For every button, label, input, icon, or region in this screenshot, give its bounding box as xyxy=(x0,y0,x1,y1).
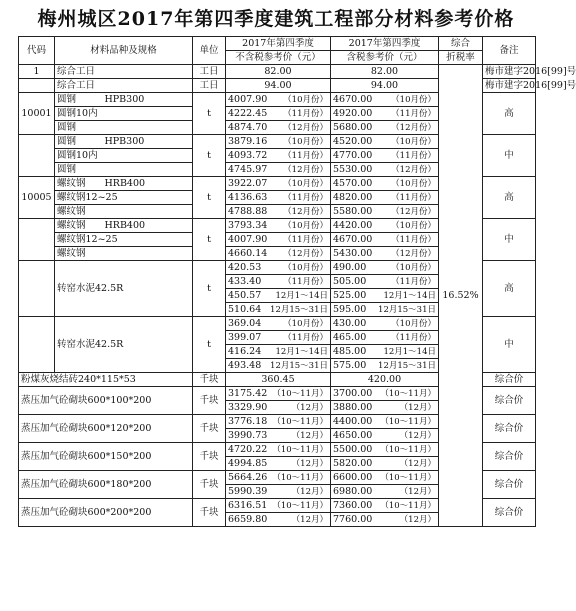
price-value: 3776.18 xyxy=(228,415,268,427)
page-title: 梅州城区2017年第四季度建筑工程部分材料参考价格 xyxy=(37,8,515,30)
price-value: 505.00 xyxy=(333,275,367,287)
price-value: 5500.00 xyxy=(333,443,373,455)
header-excl-line1: 2017年第四季度 xyxy=(226,37,331,51)
price-period: （10月份） xyxy=(283,262,328,273)
price-value: 485.00 xyxy=(333,345,367,357)
code-cell: 10001 xyxy=(19,93,55,135)
material-name: 粉煤灰烧结砖240*115*53 xyxy=(19,373,193,387)
excl-price xyxy=(226,359,331,373)
material-name: 圆钢 HPB300 xyxy=(55,135,193,149)
price-period: 12月15～31日 xyxy=(378,304,436,315)
header-unit: 单位 xyxy=(193,37,226,65)
price-value: 4570.00 xyxy=(333,177,373,189)
price-value: 4420.00 xyxy=(333,219,373,231)
incl-price xyxy=(331,471,439,485)
price-period: （10～11月） xyxy=(272,416,328,427)
unit-cell: 千块 xyxy=(193,415,226,443)
price-period: （10月份） xyxy=(283,178,328,189)
price-period: （12月） xyxy=(291,486,328,497)
price-period: （12月） xyxy=(291,430,328,441)
price-period: （10～11月） xyxy=(272,500,328,511)
price-value: 575.00 xyxy=(333,359,367,371)
price-value: 5664.26 xyxy=(228,471,268,483)
price-value: 4400.00 xyxy=(333,415,373,427)
price-period: （11月份） xyxy=(391,234,436,245)
material-name: 螺纹钢12~25 xyxy=(55,233,193,247)
price-period: （10月份） xyxy=(391,262,436,273)
excl-price xyxy=(226,457,331,471)
remark-cell: 高 xyxy=(483,261,536,317)
price-period: （12月） xyxy=(399,458,436,469)
excl-price xyxy=(226,163,331,177)
material-name: 圆钢10内 xyxy=(55,107,193,121)
price-period: （11月份） xyxy=(391,192,436,203)
unit-cell: t xyxy=(193,219,226,261)
price-value: 4720.22 xyxy=(228,443,268,455)
price-value: 3700.00 xyxy=(333,387,373,399)
price-value: 3922.07 xyxy=(228,177,268,189)
code-cell xyxy=(19,79,55,93)
price-period: （10～11月） xyxy=(272,472,328,483)
price-value: 4920.00 xyxy=(333,107,373,119)
price-value: 3793.34 xyxy=(228,219,268,231)
price-period: 12月15～31日 xyxy=(270,304,328,315)
code-cell xyxy=(19,261,55,317)
price-value: 4136.63 xyxy=(228,191,268,203)
price-value: 4745.97 xyxy=(228,163,268,175)
excl-price xyxy=(226,485,331,499)
incl-price xyxy=(331,247,439,261)
incl-price xyxy=(331,191,439,205)
price-value: 420.53 xyxy=(228,261,262,273)
remark-cell: 综合价 xyxy=(483,471,536,499)
price-period: （12月份） xyxy=(283,206,328,217)
incl-price xyxy=(331,177,439,191)
price-period: （10月份） xyxy=(391,220,436,231)
price-value: 7360.00 xyxy=(333,499,373,511)
price-value: 595.00 xyxy=(333,303,367,315)
excl-price xyxy=(226,513,331,527)
price-value: 3329.90 xyxy=(228,401,268,413)
price-period: 12月1～14日 xyxy=(383,290,436,301)
price-value: 493.48 xyxy=(228,359,262,371)
material-name: 螺纹钢12~25 xyxy=(55,191,193,205)
price-value: 4660.14 xyxy=(228,247,268,259)
tax-rate-cell: 16.52% xyxy=(439,65,483,527)
incl-price xyxy=(331,345,439,359)
price-period: （12月） xyxy=(399,486,436,497)
excl-price xyxy=(226,177,331,191)
material-name: 螺纹钢 HRB400 xyxy=(55,219,193,233)
header-incl-line2: 含税参考价（元） xyxy=(331,51,439,65)
price-period: （12月份） xyxy=(283,248,328,259)
price-table-body xyxy=(19,37,576,527)
price-period: （11月份） xyxy=(391,276,436,287)
excl-price xyxy=(226,317,331,331)
header-incl-line1: 2017年第四季度 xyxy=(331,37,439,51)
excl-price xyxy=(226,415,331,429)
material-name: 蒸压加气砼砌块600*180*200 xyxy=(19,471,193,499)
header-name: 材料品种及规格 xyxy=(55,37,193,65)
unit-cell: t xyxy=(193,93,226,135)
price-period: （12月份） xyxy=(391,164,436,175)
incl-price xyxy=(331,457,439,471)
remark-cell: 梅市建字2016[99]号 xyxy=(483,79,536,93)
price-period: （10月份） xyxy=(391,136,436,147)
unit-cell: t xyxy=(193,317,226,373)
material-name: 螺纹钢 HRB400 xyxy=(55,177,193,191)
excl-price xyxy=(226,247,331,261)
material-name: 蒸压加气砼砌块600*150*200 xyxy=(19,443,193,471)
incl-price xyxy=(331,513,439,527)
header-rate-line2: 折税率 xyxy=(439,51,483,65)
price-value: 4093.72 xyxy=(228,149,268,161)
price-period: （12月） xyxy=(291,402,328,413)
price-period: （12月） xyxy=(399,514,436,525)
unit-cell: 工日 xyxy=(193,65,226,79)
unit-cell: t xyxy=(193,135,226,177)
material-name: 综合工日 xyxy=(55,65,193,79)
price-period: 12月15～31日 xyxy=(270,360,328,371)
incl-price xyxy=(331,135,439,149)
price-period: （10～11月） xyxy=(272,388,328,399)
material-name: 圆钢10内 xyxy=(55,149,193,163)
price-period: （11月份） xyxy=(283,150,328,161)
excl-price: 360.45 xyxy=(226,373,331,387)
price-value: 4670.00 xyxy=(333,233,373,245)
incl-price: 420.00 xyxy=(331,373,439,387)
incl-price xyxy=(331,485,439,499)
incl-price xyxy=(331,499,439,513)
excl-price xyxy=(226,261,331,275)
material-name: 圆钢 xyxy=(55,163,193,177)
incl-price xyxy=(331,317,439,331)
incl-price xyxy=(331,331,439,345)
remark-cell: 综合价 xyxy=(483,415,536,443)
price-value: 3879.16 xyxy=(228,135,268,147)
price-period: （10月份） xyxy=(391,178,436,189)
unit-cell: 千块 xyxy=(193,471,226,499)
price-value: 4520.00 xyxy=(333,135,373,147)
price-period: （10月份） xyxy=(391,94,436,105)
price-value: 4770.00 xyxy=(333,149,373,161)
price-period: （10月份） xyxy=(283,220,328,231)
price-value: 4007.90 xyxy=(228,233,268,245)
excl-price xyxy=(226,331,331,345)
price-value: 4670.00 xyxy=(333,93,373,105)
unit-cell: 千块 xyxy=(193,443,226,471)
price-period: （11月份） xyxy=(283,192,328,203)
price-value: 6600.00 xyxy=(333,471,373,483)
unit-cell: t xyxy=(193,261,226,317)
remark-cell: 高 xyxy=(483,177,536,219)
price-period: 12月1～14日 xyxy=(275,290,328,301)
material-name: 圆钢 HPB300 xyxy=(55,93,193,107)
excl-price xyxy=(226,191,331,205)
code-cell: 1 xyxy=(19,65,55,79)
price-period: （11月份） xyxy=(283,276,328,287)
price-period: （10月份） xyxy=(283,94,328,105)
incl-price xyxy=(331,401,439,415)
price-value: 4007.90 xyxy=(228,93,268,105)
price-period: （11月份） xyxy=(391,150,436,161)
price-period: （11月份） xyxy=(283,332,328,343)
header-code: 代码 xyxy=(19,37,55,65)
price-period: （11月份） xyxy=(391,332,436,343)
price-value: 369.04 xyxy=(228,317,262,329)
excl-price xyxy=(226,429,331,443)
remark-cell: 中 xyxy=(483,135,536,177)
excl-price xyxy=(226,401,331,415)
price-period: （10月份） xyxy=(391,318,436,329)
price-value: 4222.45 xyxy=(228,107,268,119)
price-period: （12月份） xyxy=(283,122,328,133)
excl-price xyxy=(226,149,331,163)
material-name: 蒸压加气砼砌块600*200*200 xyxy=(19,499,193,527)
price-value: 510.64 xyxy=(228,303,262,315)
excl-price xyxy=(226,471,331,485)
price-table xyxy=(18,36,576,527)
material-name: 转窑水泥42.5R xyxy=(55,317,193,373)
price-value: 4650.00 xyxy=(333,429,373,441)
price-value: 433.40 xyxy=(228,275,262,287)
material-name: 螺纹钢 xyxy=(55,205,193,219)
incl-price xyxy=(331,121,439,135)
code-cell: 10005 xyxy=(19,177,55,219)
excl-price xyxy=(226,107,331,121)
price-value: 450.57 xyxy=(228,289,262,301)
price-period: （10～11月） xyxy=(380,444,436,455)
price-value: 6316.51 xyxy=(228,499,268,511)
price-value: 5820.00 xyxy=(333,457,373,469)
incl-price xyxy=(331,149,439,163)
price-period: （11月份） xyxy=(391,108,436,119)
unit-cell: 工日 xyxy=(193,79,226,93)
material-name: 转窑水泥42.5R xyxy=(55,261,193,317)
price-period: （12月） xyxy=(291,514,328,525)
price-period: 12月15～31日 xyxy=(378,360,436,371)
price-value: 525.00 xyxy=(333,289,367,301)
incl-price xyxy=(331,359,439,373)
price-value: 3990.73 xyxy=(228,429,268,441)
excl-price xyxy=(226,345,331,359)
price-value: 5580.00 xyxy=(333,205,373,217)
excl-price xyxy=(226,275,331,289)
price-value: 4820.00 xyxy=(333,191,373,203)
price-value: 465.00 xyxy=(333,331,367,343)
price-value: 6980.00 xyxy=(333,485,373,497)
price-period: （10～11月） xyxy=(380,388,436,399)
price-period: （12月） xyxy=(291,458,328,469)
remark-cell: 中 xyxy=(483,219,536,261)
incl-price xyxy=(331,163,439,177)
code-cell xyxy=(19,219,55,261)
price-period: （10～11月） xyxy=(380,416,436,427)
incl-price xyxy=(331,205,439,219)
price-period: （12月） xyxy=(399,402,436,413)
incl-price xyxy=(331,303,439,317)
price-period: 12月1～14日 xyxy=(383,346,436,357)
price-period: （12月） xyxy=(399,430,436,441)
excl-price xyxy=(226,93,331,107)
excl-price xyxy=(226,135,331,149)
remark-cell: 高 xyxy=(483,93,536,135)
incl-price xyxy=(331,261,439,275)
price-period: （10～11月） xyxy=(380,500,436,511)
excl-price xyxy=(226,205,331,219)
price-value: 4994.85 xyxy=(228,457,268,469)
price-value: 5430.00 xyxy=(333,247,373,259)
price-value: 430.00 xyxy=(333,317,367,329)
excl-price xyxy=(226,233,331,247)
material-name: 蒸压加气砼砌块600*120*200 xyxy=(19,415,193,443)
remark-cell: 综合价 xyxy=(483,373,536,387)
incl-price xyxy=(331,415,439,429)
remark-cell: 综合价 xyxy=(483,443,536,471)
price-period: （12月份） xyxy=(391,248,436,259)
price-period: （11月份） xyxy=(283,108,328,119)
unit-cell: 千块 xyxy=(193,373,226,387)
incl-price xyxy=(331,387,439,401)
price-value: 5680.00 xyxy=(333,121,373,133)
table-row xyxy=(19,65,536,79)
incl-price xyxy=(331,429,439,443)
excl-price xyxy=(226,387,331,401)
price-period: （10～11月） xyxy=(380,472,436,483)
material-name: 蒸压加气砼砌块600*100*200 xyxy=(19,387,193,415)
excl-price xyxy=(226,219,331,233)
price-value: 5530.00 xyxy=(333,163,373,175)
price-value: 3880.00 xyxy=(333,401,373,413)
price-period: （11月份） xyxy=(283,234,328,245)
incl-price: 94.00 xyxy=(331,79,439,93)
price-value: 5990.39 xyxy=(228,485,268,497)
excl-price xyxy=(226,289,331,303)
price-period: （12月份） xyxy=(391,122,436,133)
code-cell xyxy=(19,317,55,373)
incl-price: 82.00 xyxy=(331,65,439,79)
material-name: 综合工日 xyxy=(55,79,193,93)
excl-price xyxy=(226,121,331,135)
remark-cell: 综合价 xyxy=(483,499,536,527)
header-rate-line1: 综合 xyxy=(439,37,483,51)
incl-price xyxy=(331,93,439,107)
price-value: 4874.70 xyxy=(228,121,268,133)
header-excl-line2: 不含税参考价（元） xyxy=(226,51,331,65)
price-period: （12月份） xyxy=(391,206,436,217)
header-remark: 备注 xyxy=(483,37,536,65)
price-period: （10～11月） xyxy=(272,444,328,455)
unit-cell: 千块 xyxy=(193,387,226,415)
unit-cell: t xyxy=(193,177,226,219)
material-name: 螺纹钢 xyxy=(55,247,193,261)
excl-price xyxy=(226,443,331,457)
price-period: 12月1～14日 xyxy=(275,346,328,357)
incl-price xyxy=(331,289,439,303)
incl-price xyxy=(331,219,439,233)
price-value: 399.07 xyxy=(228,331,262,343)
excl-price xyxy=(226,303,331,317)
excl-price: 94.00 xyxy=(226,79,331,93)
excl-price: 82.00 xyxy=(226,65,331,79)
incl-price xyxy=(331,275,439,289)
incl-price xyxy=(331,107,439,121)
price-period: （10月份） xyxy=(283,136,328,147)
incl-price xyxy=(331,443,439,457)
material-name: 圆钢 xyxy=(55,121,193,135)
unit-cell: 千块 xyxy=(193,499,226,527)
price-value: 416.24 xyxy=(228,345,262,357)
incl-price xyxy=(331,233,439,247)
remark-cell: 中 xyxy=(483,317,536,373)
price-value: 6659.80 xyxy=(228,513,268,525)
header-row xyxy=(19,37,536,51)
price-value: 490.00 xyxy=(333,261,367,273)
remark-cell: 综合价 xyxy=(483,387,536,415)
price-period: （12月份） xyxy=(283,164,328,175)
code-cell xyxy=(19,135,55,177)
excl-price xyxy=(226,499,331,513)
price-period: （10月份） xyxy=(283,318,328,329)
price-value: 4788.88 xyxy=(228,205,268,217)
price-value: 3175.42 xyxy=(228,387,268,399)
remark-cell: 梅市建字2016[99]号 xyxy=(483,65,536,79)
price-value: 7760.00 xyxy=(333,513,373,525)
